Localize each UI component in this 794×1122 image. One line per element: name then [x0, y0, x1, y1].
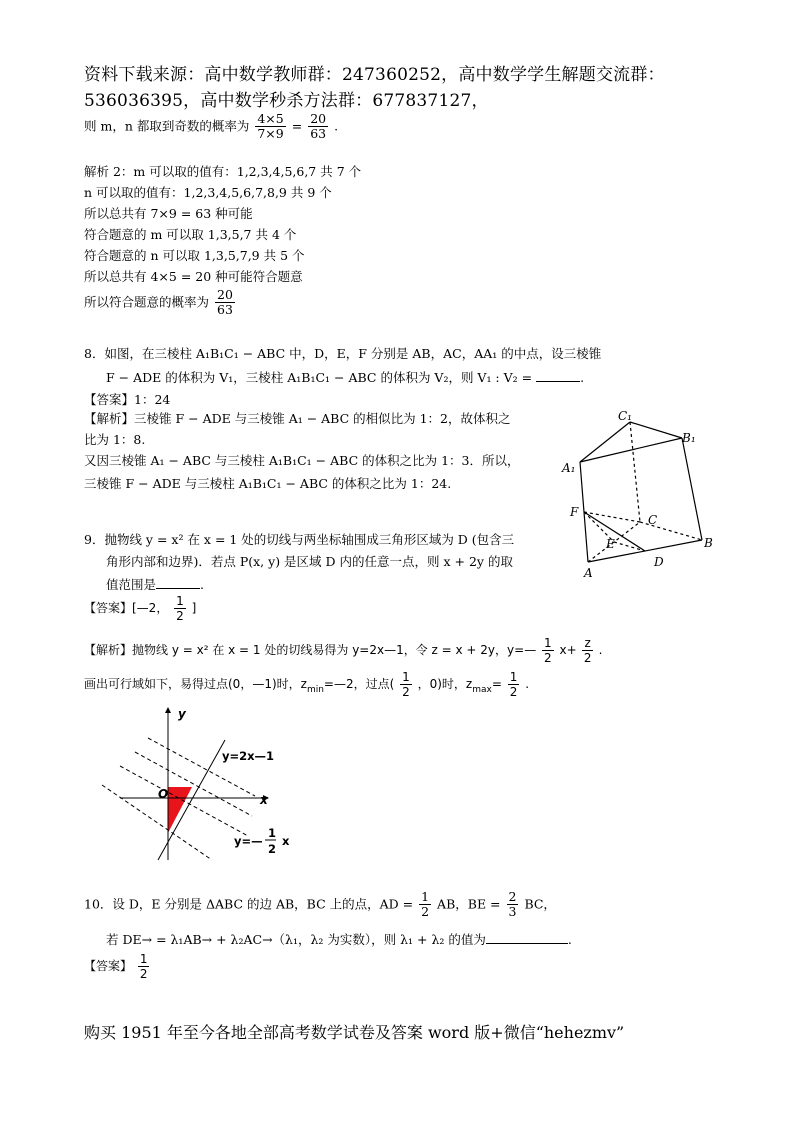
q10-answer: 【答案】 $\frac{1}{2}$ — [84, 952, 148, 981]
label-f: F — [570, 505, 579, 519]
answer-blank — [486, 933, 568, 944]
analysis2-line-6: 所以总共有 4×5 = 20 种可能符合题意 — [84, 269, 303, 284]
q9-analysis-2: 画出可行域如下，易得过点(0，—1)时，$z_{min}=—2$，过点( $\frac{1}{2}$ ，0)时，$z_{max}=$ $\frac{1}{2}$ . — [84, 670, 530, 699]
q8-line-1: 8．如图，在三棱柱 A₁B₁C₁ − ABC 中，D，E，F 分别是 AB，AC，AA₁ 的中点，设三棱锥 — [84, 346, 602, 361]
q8-analysis-2: 比为 1：8. — [84, 432, 146, 447]
q10-line-2: 若 DE→ = λ₁AB→ + λ₂AC→（λ₁，λ₂ 为实数），则 λ₁ + λ₂ 的值为 . — [106, 932, 572, 947]
analysis2-line-3: 所以总共有 7×9 = 63 种可能 — [84, 206, 253, 221]
fraction: $\frac{2}{3}$ — [508, 889, 517, 919]
q9-line-3: 值范围是 . — [106, 577, 204, 592]
fraction: $\frac{1}{2}$ — [176, 594, 184, 623]
fraction: $\frac{1}{2}$ — [139, 952, 148, 981]
svg-text:1: 1 — [268, 826, 277, 840]
prism-figure — [560, 400, 720, 580]
tangent-line-label: y=2x—1 — [222, 749, 275, 763]
q10-line-1: 10．设 D，E 分别是 ΔABC 的边 AB，BC 上的点，AD = $\frac{1}{2}$ AB，BE = $\frac{2}{3}$ BC， — [84, 889, 556, 919]
label-b1: B₁ — [682, 431, 696, 445]
fraction: $\frac{1}{2}$ — [421, 889, 430, 919]
q8-analysis-1: 【解析】三棱锥 F − ADE 与三棱锥 A₁ − ABC 的相似比为 1：2，故体积之 — [84, 411, 511, 426]
q8-line-2: F − ADE 的体积为 V₁，三棱柱 A₁B₁C₁ − ABC 的体积为 V₂，则 V₁ : V₂ = . — [106, 370, 585, 385]
fraction: $\frac{20}{63}$ — [310, 111, 327, 141]
fraction: $\frac{20}{63}$ — [217, 287, 233, 317]
q9-line-2: 角形内部和边界)．若点 P(x, y) 是区域 D 内的任意一点，则 x + 2y 的取 — [106, 554, 513, 569]
level-line-label — [234, 826, 290, 856]
origin-label: O — [158, 787, 169, 801]
svg-text:2: 2 — [268, 842, 277, 856]
label-a: A — [584, 566, 593, 580]
fraction: $\frac{1}{2}$ — [544, 636, 552, 665]
label-a1: A₁ — [562, 461, 576, 475]
svg-text:x: x — [282, 834, 290, 848]
svg-text:y=—: y=— — [234, 834, 263, 848]
fraction: $\frac{1}{2}$ — [509, 670, 518, 699]
label-e: E — [606, 537, 615, 551]
header-line-1: 资料下载来源：高中数学教师群：247360252，高中数学学生解题交流群： — [84, 65, 665, 85]
q7-prefix: 则 m，n 都取到奇数的概率为 — [84, 118, 250, 134]
label-d: D — [654, 555, 664, 569]
analysis2-line-1: 解析 2：m 可以取的值有：1,2,3,4,5,6,7 共 7 个 — [84, 164, 362, 179]
q8-analysis-3: 又因三棱锥 A₁ − ABC 与三棱柱 A₁B₁C₁ − ABC 的体积之比为 1：3．所以， — [84, 453, 520, 468]
q8-analysis-4: 三棱锥 F − ADE 与三棱柱 A₁B₁C₁ − ABC 的体积之比为 1：24. — [84, 476, 452, 491]
q9-analysis-1: 【解析】抛物线 y = x² 在 x = 1 处的切线易得为 y=2x—1，令 z = x + 2y，y=— $\frac{1}{2}$ x+ $\frac{z}{2}$ . — [84, 636, 603, 665]
analysis2-line-5: 符合题意的 n 可以取 1,3,5,7,9 共 5 个 — [84, 248, 305, 263]
q7-probability-line: 则 m，n 都取到奇数的概率为 $\frac{4\times 5}{7\times 9}$ = $\frac{20}{63}$ . — [84, 111, 339, 141]
answer-blank — [536, 371, 580, 382]
analysis2-line-4: 符合题意的 m 可以取 1,3,5,7 共 4 个 — [84, 227, 297, 242]
analysis2-line-7: 所以符合题意的概率为 $\frac{20}{63}$ — [84, 287, 233, 317]
analysis2-line-2: n 可以取的值有：1,2,3,4,5,6,7,8,9 共 9 个 — [84, 185, 332, 200]
feasible-region-graph — [100, 700, 300, 865]
axis-x-label: x — [260, 793, 268, 807]
fraction: $\frac{z}{2}$ — [583, 636, 592, 665]
q8-answer: 【答案】1：24 — [84, 392, 171, 407]
footer-ad: 购买 1951 年至今各地全部高考数学试卷及答案 word 版+微信“hehezmv” — [84, 1023, 625, 1042]
header-line-2: 536036395，高中数学秒杀方法群：677837127， — [84, 91, 489, 111]
fraction: $\frac{4\times 5}{7\times 9}$ — [257, 111, 284, 141]
label-c1: C₁ — [618, 409, 632, 423]
q9-answer: 【答案】[—2， $\frac{1}{2}$ ] — [84, 594, 197, 623]
label-c: C — [648, 513, 658, 527]
label-b: B — [704, 536, 713, 550]
fraction: $\frac{1}{2}$ — [402, 670, 410, 699]
answer-blank — [156, 578, 200, 589]
q9-line-1: 9．抛物线 y = x² 在 x = 1 处的切线与两坐标轴围成三角形区域为 D (包含三 — [84, 532, 515, 547]
axis-y-label: y — [178, 707, 186, 721]
